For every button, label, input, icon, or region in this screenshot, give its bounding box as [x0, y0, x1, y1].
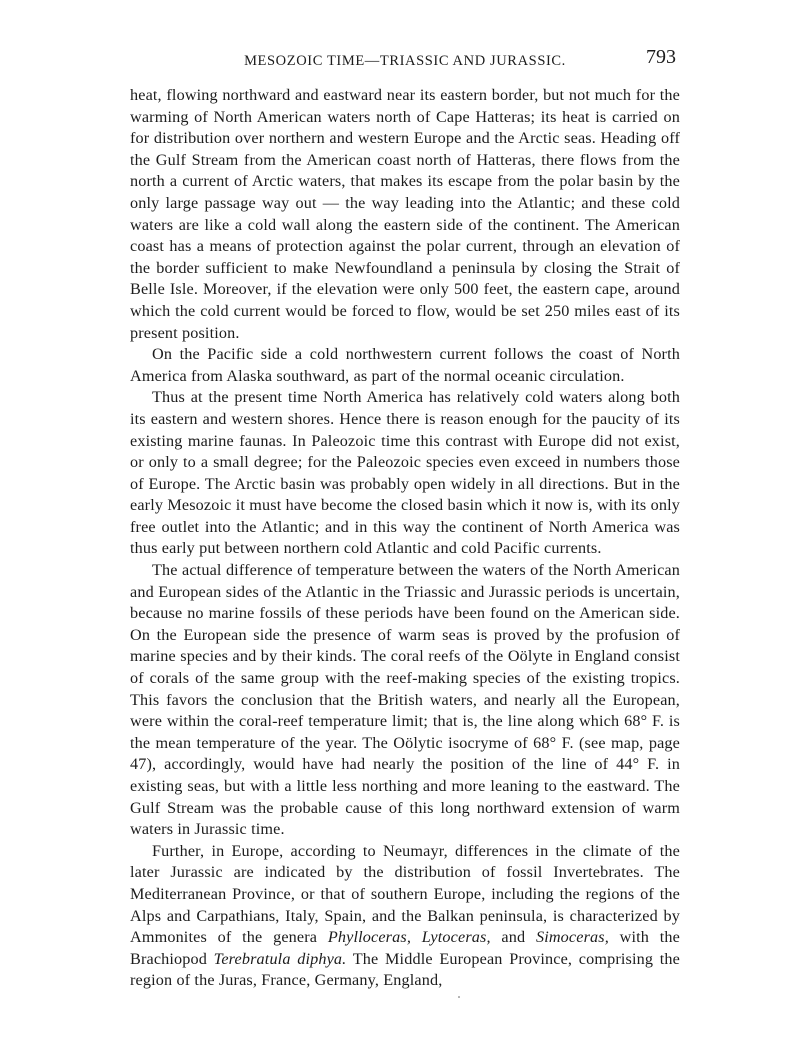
body-text — [130, 85, 680, 992]
paper-speck — [458, 996, 460, 998]
paragraph-temperature-difference: The actual difference of temperature between the waters of the North American and European sides of the Atlantic in the Triassic and Jurassic periods is uncertain, because no marine fossils of these periods have been found on the American side. On the European side the presence of warm seas is proved by the profusion of marine species and by their kinds. The coral reefs of the Oölyte in England consist of corals of the same group with the reef-making species of the existing tropics. This favors the conclusion that the British waters, and nearly all the European, were within the coral-reef temperature limit; that is, the line along which 68° F. is the mean temperature of the year. The Oölytic isocryme of 68° F. (see map, page 47), accordingly, would have had nearly the position of the line of 44° F. in existing seas, but with a little less northing and more leaning to the eastward. The Gulf Stream was the probable cause of this long northward extension of warm waters in Jurassic time. — [130, 561, 680, 839]
genus-name: Phylloceras, — [327, 928, 412, 947]
running-head: MESOZOIC TIME—TRIASSIC AND JURASSIC. — [244, 53, 566, 69]
text-run: with the Brachiopod — [130, 928, 680, 968]
genus-name: Lytoceras, — [421, 928, 491, 947]
page-number: 793 — [646, 46, 676, 68]
paragraph-pacific-current: On the Pacific side a cold northwestern current follows the coast of North America from Alaska southward, as part of the normal oceanic circulation. — [130, 345, 680, 385]
genus-name: Simoceras, — [535, 928, 609, 947]
text-run: and — [490, 928, 536, 947]
paragraph-continued: heat, flowing northward and eastward near its eastern border, but not much for the warming of North American waters north of Cape Hatteras; its heat is carried on for distribution over northern and western Europe and the Arctic seas. Heading off the Gulf Stream from the American coast north of Hatteras, there flows from the north a current of Arctic waters, that makes its escape from the polar basin by the only large passage way out — the way leading into the Atlantic; and these cold waters are like a cold wall along the eastern side of the continent. The American coast has a means of protection against the polar current, through an elevation of the border sufficient to make Newfoundland a peninsula by closing the Strait of Belle Isle. Moreover, if the elevation were only 500 feet, the eastern cape, around which the cold current would be forced to flow, would be set 250 miles east of its present position. — [130, 86, 680, 342]
paragraph-neumayr — [130, 841, 680, 992]
text-run: Further, in Europe, according to Neumayr, differences in the climate of the later Jurassic are indicated by the distribution of fossil Invertebrates. The Mediterranean Province, or that of southern Europe, including the regions of the Alps and Carpathians, Italy, Spain, and the Balkan peninsula, is characterized by Ammonites of the genera — [130, 841, 680, 947]
paragraph-cold-waters: Thus at the present time North America has relatively cold waters along both its eastern and western shores. Hence there is reason enough for the paucity of its existing marine faunas. In Paleozoic time this contrast with Europe did not exist, or only to a small degree; for the Paleozoic species even exceed in numbers those of Europe. The Arctic basin was probably open widely in all directions. But in the early Mesozoic it must have become the closed basin which it now is, with its only free outlet into the Atlantic; and in this way the continent of North America was thus early put between northern cold Atlantic and cold Pacific currents. — [130, 388, 680, 558]
text-run: The Middle European Province, comprising the region of the Juras, France, Germany, England, — [130, 949, 680, 990]
species-name: Terebratula diphya. — [213, 949, 347, 968]
